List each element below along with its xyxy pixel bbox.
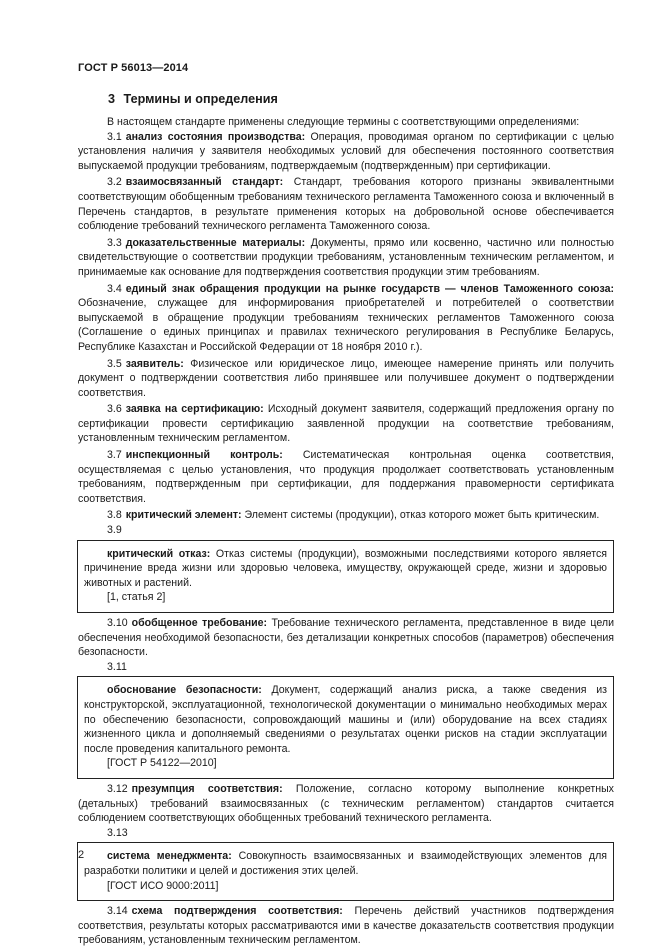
term-definition (78, 782, 614, 826)
term-definition (84, 849, 607, 878)
term-number: 3.14 (107, 905, 128, 918)
intro-paragraph: В настоящем стандарте применены следующие термины с соответствующими определениями: (107, 116, 580, 128)
term-definition (78, 508, 614, 523)
term-text: Обозначение, служащее для информирования приобретателей и потребителей о соответствии выпускаемой в обращение продукции требованиям технических регламентов Таможенного союза (Соглашение о единых принципах и правилах технического регулирования в Республике Беларусь, Республике Казахстан и Российской Федерации от 18 ноября 2010 г.). (78, 297, 614, 353)
term-name: схема подтверждения соответствия: (131, 905, 343, 918)
term-number: 3.6 (107, 403, 122, 416)
standard-header: ГОСТ Р 56013—2014 (78, 62, 189, 74)
term-text: Документ, содержащий анализ риска, а также сведения из конструкторской, эксплуатационной, технологической документации о минимально необходимых мерах по обеспечению безопасности, сопровождающий машины и (или) оборудование на всех стадиях жизненного цикла и дополняемый сведениями о результатах оценки рисков на стадии эксплуатации после проведения капитального ремонта. (84, 684, 607, 755)
term-number: 3.10 (107, 617, 128, 629)
term-name: заявка на сертификацию: (125, 403, 264, 416)
term-text: Стандарт, требования которого признаны эквивалентными соответствующим обобщенным требованиям технического регламента Таможенного союза и включенный в Перечень стандартов, в результате применения которых на добровольной основе обеспечивается соблюдение требований технического регламента Таможенного союза. (78, 176, 614, 233)
term-number: 3.1 (107, 130, 122, 143)
term-box (77, 540, 614, 613)
terms-body (78, 115, 614, 948)
term-definition (78, 236, 614, 280)
term-number: 3.12 (107, 782, 128, 795)
term-number: 3.9 (107, 524, 122, 537)
term-definition (78, 130, 614, 174)
term-text: Документы, прямо или косвенно, частично или полностью свидетельствующие о соответствии продукции требованиям, установленным техническим регламентом, и принимаемые как основание для подтверждения соответствия продукции этим требованиям. (78, 236, 614, 278)
term-name: критический отказ: (107, 547, 211, 560)
term-name: критический элемент: (125, 509, 242, 522)
term-name: единый знак обращения продукции на рынке государств — членов Таможенного союза: (125, 282, 614, 295)
term-text: Физическое или юридическое лицо, имеющее намерение принять или получить документ о подтверждении соответствия либо принявшее или получившее документ о подтверждении соответствия. (78, 357, 614, 399)
term-definition (78, 402, 614, 446)
term-definition (78, 357, 614, 401)
term-text: Перечень действий участников подтверждения соответствия, результаты которых рассматриваются ими в качестве доказательств соответствия продукции требованиям, установленным техническим регламентом. (78, 905, 614, 947)
term-name: заявитель: (125, 357, 184, 370)
term-text: Систематическая контрольная оценка соответствия, осуществляемая с целью установления, что продукция продолжает соответствовать установленным требованиям, подтвержденным при сертификации, для поддержания правомерности сертификата соответствия. (78, 449, 614, 505)
term-definition (84, 547, 607, 591)
page-number: 2 (78, 849, 85, 861)
term-number: 3.7 (107, 449, 122, 462)
term-name: обоснование безопасности: (107, 684, 262, 697)
term-text: Положение, согласно которому выполнение конкретных (детальных) требований взаимосвязанных (с техническим регламентом) стандартов считается соблюдением соответствующих обобщенных требований технического регламента. (78, 782, 614, 825)
term-name: инспекционный контроль: (125, 449, 283, 462)
term-text: Исходный документ заявителя, содержащий предложения органу по сертификации провести сертификацию заявленной продукции на соответствие требованиям, установленным техническим регламентом. (78, 403, 614, 445)
term-definition (78, 175, 614, 233)
terms-list (78, 130, 614, 523)
term-text: Элемент системы (продукции), отказ которого может быть критическим. (241, 509, 600, 522)
term-definition (78, 904, 614, 948)
term-name: доказательственные материалы: (125, 236, 306, 249)
term-definition (84, 683, 607, 756)
term-number: 3.8 (107, 509, 122, 522)
section-number: 3 (108, 92, 116, 106)
section-heading: Термины и определения (123, 92, 278, 106)
term-definition (78, 282, 614, 355)
term-reference: [1, статья 2] (107, 591, 166, 604)
term-definition (78, 616, 614, 660)
term-name: обобщенное требование: (131, 617, 268, 629)
term-reference: [ГОСТ Р 54122—2010] (107, 757, 217, 770)
term-number: 3.3 (107, 236, 122, 249)
term-name: презумпция соответствия: (131, 782, 283, 795)
term-text: Отказ системы (продукции), возможными последствиями которого является причинение вреда жизни или здоровью человека, имуществу, окружающей среде, жизни и здоровью животных и растений. (84, 547, 607, 589)
term-number: 3.4 (107, 282, 122, 295)
term-reference: [ГОСТ ИСО 9000:2011] (107, 879, 219, 892)
section-title (108, 92, 278, 107)
term-name: система менеджмента: (107, 850, 232, 863)
term-text: Операция, проводимая органом по сертификации с целью установления наличия у заявителя необходимых условий для обеспечения постоянного соответствия выпускаемой продукции требованиям, подтверждаемым (подтвержденным) при сертификации. (78, 130, 614, 172)
term-definition (78, 448, 614, 506)
term-number: 3.13 (107, 826, 128, 839)
term-number: 3.2 (107, 176, 122, 189)
term-text: Совокупность взаимосвязанных и взаимодействующих элементов для разработки политики и целей и достижения этих целей. (84, 850, 607, 877)
term-name: взаимосвязанный стандарт: (125, 176, 284, 189)
term-number: 3.11 (107, 660, 127, 673)
term-text: Требование технического регламента, представленное в виде цели обеспечения необходимой безопасности, без детализации конкретных способов (параметров) обеспечения безопасности. (78, 617, 615, 659)
term-number: 3.5 (107, 357, 122, 370)
term-box (77, 842, 614, 901)
term-box (77, 676, 614, 779)
term-name: анализ состояния производства: (125, 130, 306, 143)
